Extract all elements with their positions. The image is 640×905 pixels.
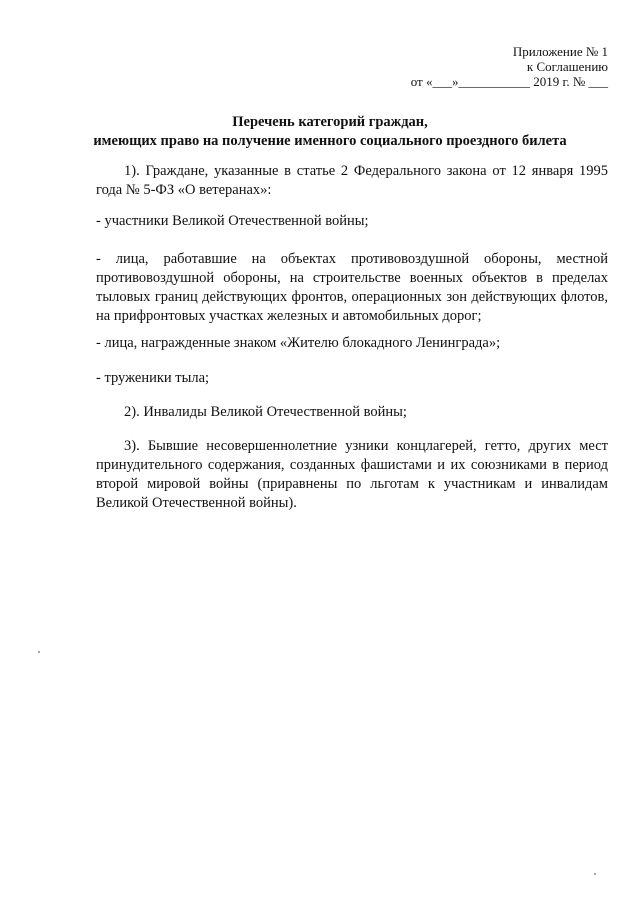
scan-speck xyxy=(594,873,596,875)
paragraph-home-front-workers: - труженики тыла; xyxy=(96,370,210,386)
appendix-agreement-ref: к Соглашению xyxy=(526,59,608,74)
paragraph-leningrad-siege: - лица, награжденные знаком «Жителю блокадного Ленинграда»; xyxy=(96,335,501,351)
title-line-1: Перечень категорий граждан, xyxy=(232,114,428,130)
paragraph-air-defense-workers: - лица, работавшие на объектах противовоздушной обороны, местной противовоздушной обороны, на строительстве военных объектов в пределах тыловых границ действующих фронтов, операционных зон действующих флотов, на прифронтовых участках железных и автомобильных дорог; xyxy=(96,251,608,324)
scan-speck xyxy=(38,651,40,653)
paragraph-veterans-law: 1). Граждане, указанные в статье 2 Федерального закона от 12 января 1995 года № 5-ФЗ «О ветеранах»: xyxy=(96,163,608,198)
document-title xyxy=(60,113,600,151)
paragraph-former-prisoners: 3). Бывшие несовершеннолетние узники концлагерей, гетто, других мест принудительного содержания, созданных фашистами и их союзниками в период второй мировой войны (приравнены по льготам к участникам и инвалидам Великой Отечественной войны). xyxy=(96,438,608,511)
title-line-2: имеющих право на получение именного социального проездного билета xyxy=(93,133,567,149)
appendix-date-number: от «___»___________ 2019 г. № ___ xyxy=(410,74,608,89)
paragraph-war-invalids: 2). Инвалиды Великой Отечественной войны; xyxy=(124,404,407,420)
appendix-number: Приложение № 1 xyxy=(512,44,608,59)
paragraph-war-participants: - участники Великой Отечественной войны; xyxy=(96,213,369,229)
appendix-header xyxy=(411,44,608,89)
